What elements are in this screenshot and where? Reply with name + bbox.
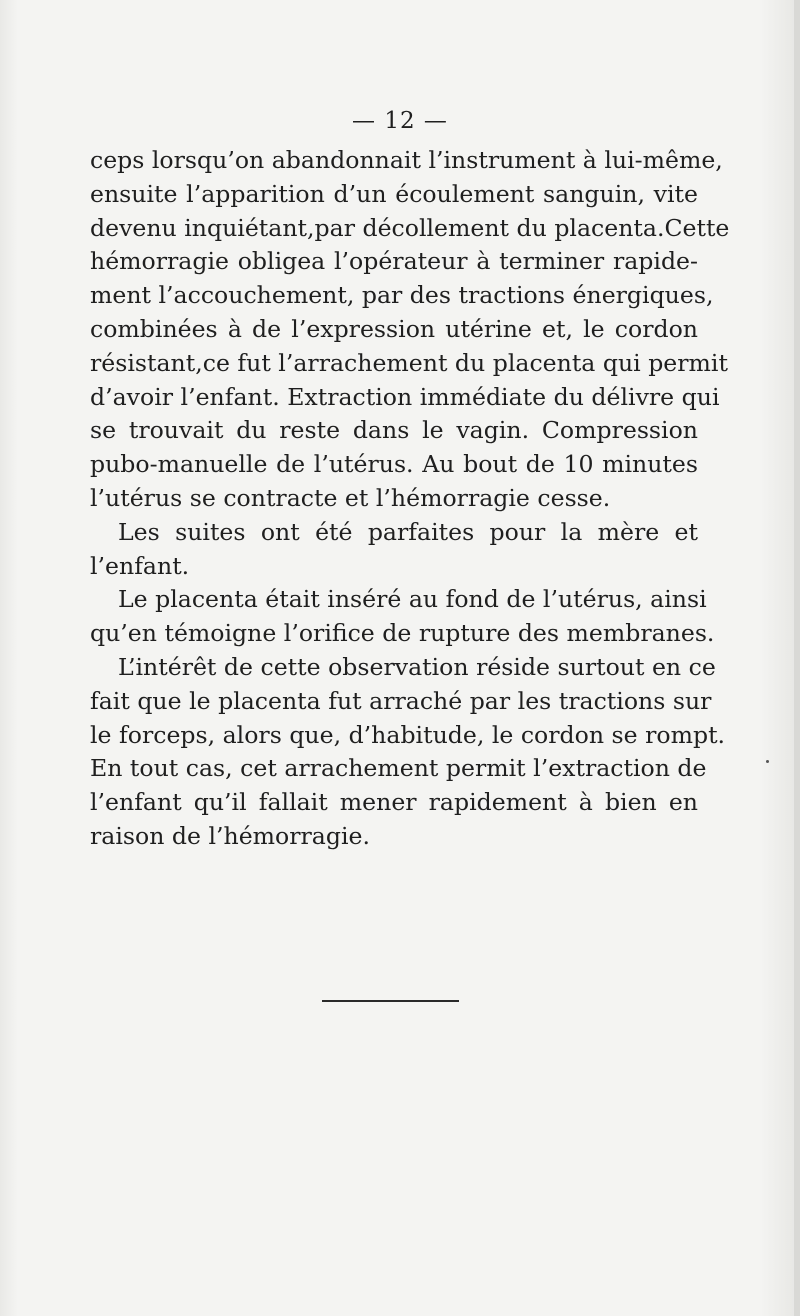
- text-line: hémorragie obligea l’opérateur à terminer rapide-: [90, 247, 698, 276]
- text-line: se trouvait du reste dans le vagin. Compression: [90, 416, 698, 445]
- text-line: raison de l’hémorragie.: [90, 821, 370, 850]
- text-line: qu’en témoigne l’orifice de rupture des membranes.: [90, 619, 715, 648]
- text-line: d’avoir l’enfant. Extraction immédiate du délivre qui: [90, 382, 720, 411]
- text-line: le forceps, alors que, d’habitude, le cordon se rompt.: [90, 720, 726, 749]
- text-line: l’utérus se contracte et l’hémorragie cesse.: [90, 483, 611, 512]
- page-edge-shadow: [794, 0, 800, 1316]
- paper-speck: [766, 760, 769, 763]
- text-line: Les suites ont été parfaites pour la mère et: [118, 517, 698, 546]
- text-line: devenu inquiétant,par décollement du placenta.Cette: [90, 213, 730, 242]
- text-line: l’enfant.: [90, 551, 190, 580]
- text-line: En tout cas, cet arrachement permit l’extraction de: [90, 754, 707, 783]
- text-line: ensuite l’apparition d’un écoulement sanguin, vite: [90, 179, 698, 208]
- text-line: L’intérêt de cette observation réside surtout en ce: [118, 652, 716, 681]
- text-line: pubo-manuelle de l’utérus. Au bout de 10 minutes: [90, 450, 698, 479]
- text-line: fait que le placenta fut arraché par les tractions sur: [90, 686, 712, 715]
- body-text: [90, 144, 730, 854]
- text-line: ment l’accouchement, par des tractions énergiques,: [90, 281, 714, 310]
- text-line: combinées à de l’expression utérine et, le cordon: [90, 314, 698, 343]
- text-line: résistant,ce fut l’arrachement du placenta qui permit: [90, 348, 728, 377]
- text-line: l’enfant qu’il fallait mener rapidement à bien en: [90, 788, 698, 817]
- page-number: — 12 —: [352, 108, 448, 134]
- end-rule: [322, 1000, 459, 1002]
- text-line: Le placenta était inséré au fond de l’utérus, ainsi: [118, 585, 707, 614]
- text-line: ceps lorsqu’on abandonnait l’instrument à lui-même,: [90, 146, 723, 174]
